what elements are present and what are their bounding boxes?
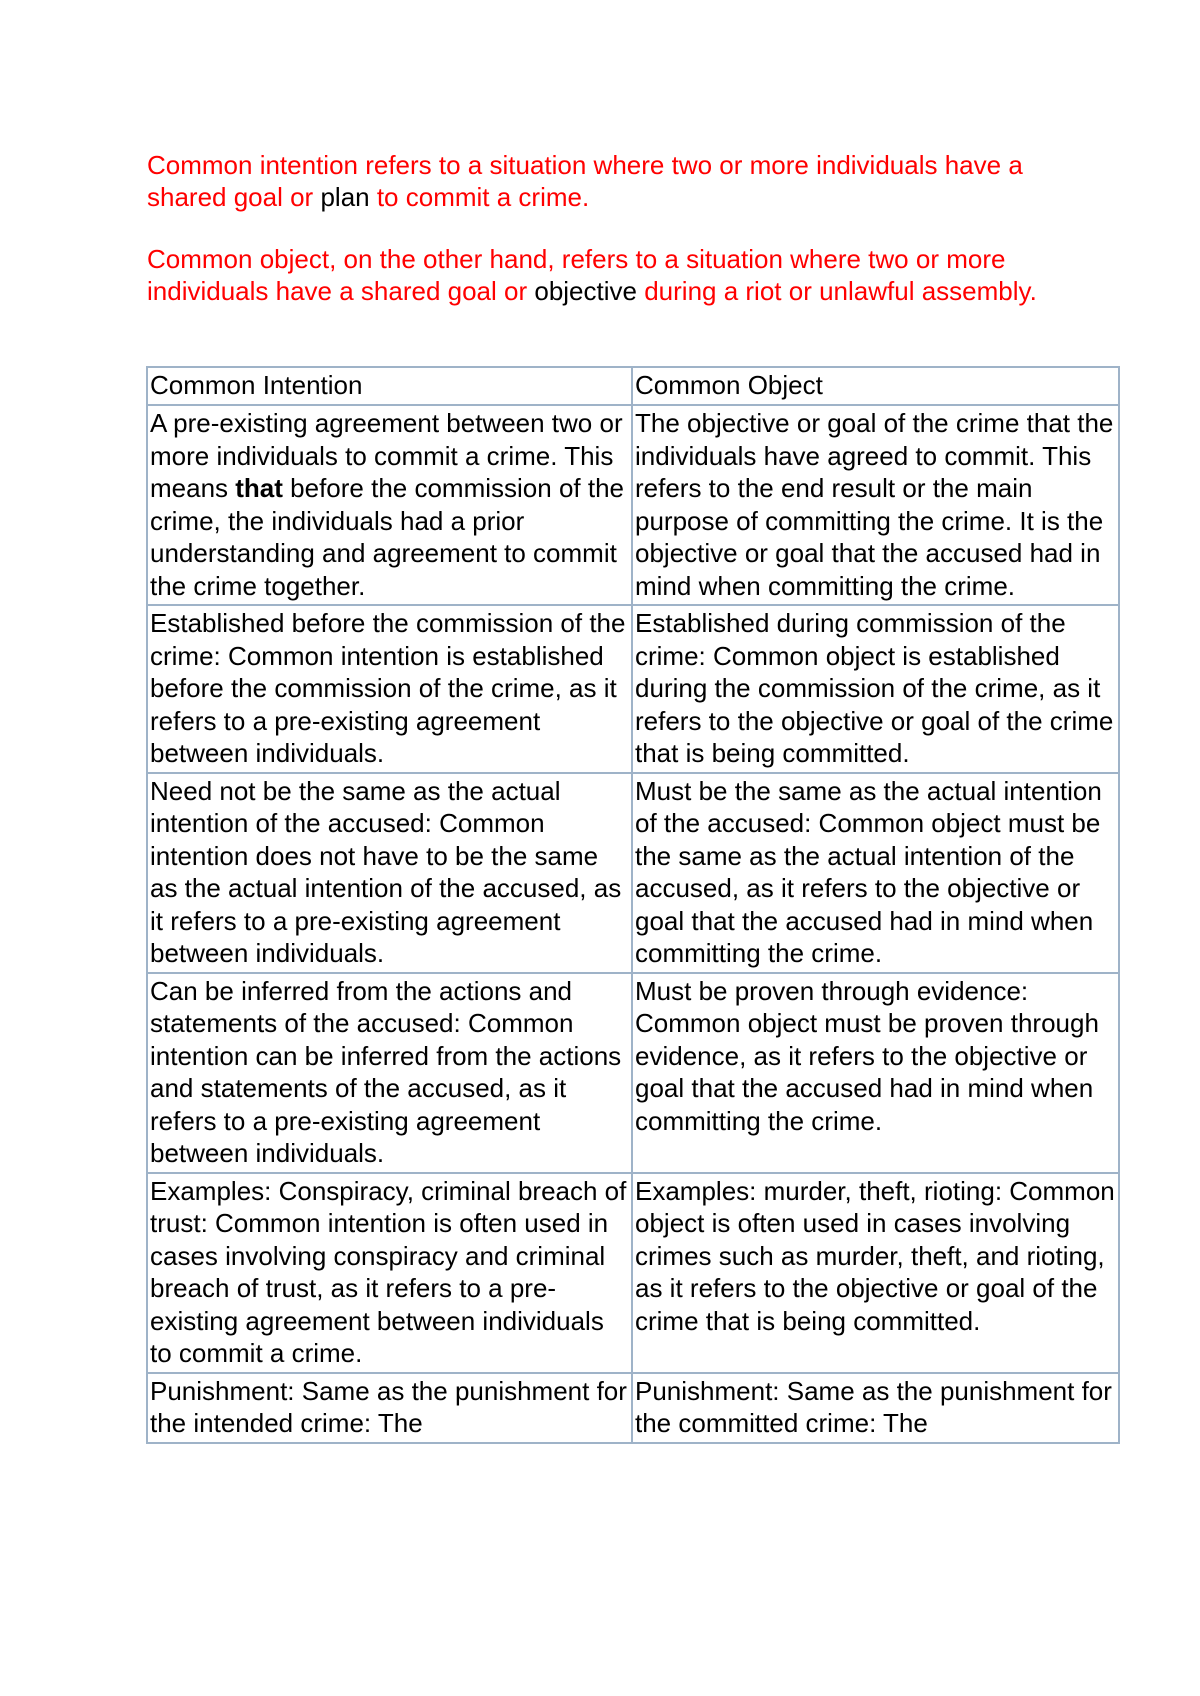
cell-intention-examples: Examples: Conspiracy, criminal breach of trust: Common intention is often used in cases involving conspiracy and criminal breach of trust, as it refers to a pre-existing agreement between individuals to commit a crime. — [147, 1173, 632, 1373]
intro-paragraph-common-intention — [147, 149, 1087, 213]
cell-intention-established: Established before the commission of the crime: Common intention is established before the commission of the crime, as it refers to a pre-existing agreement between individuals. — [147, 605, 632, 773]
intro-paragraph-common-object — [147, 243, 1087, 307]
cell-object-actual: Must be the same as the actual intention of the accused: Common object must be the same as the actual intention of the accused, as it refers to the objective or goal that the accused had in mind when committing the crime. — [632, 773, 1119, 973]
intro-paragraph-1-black-word: plan — [320, 182, 370, 212]
cell-intention-actual: Need not be the same as the actual intention of the accused: Common intention does not have to be the same as the actual intention of the accused, as it refers to a pre-existing agreement between individuals. — [147, 773, 632, 973]
comparison-table — [146, 366, 1120, 1444]
intro-paragraph-2-text: Common object, on the other hand, refers to a situation where two or more individuals have a shared goal or — [147, 244, 1006, 306]
table-header-row — [147, 367, 1119, 405]
cell-intention-definition-bold: that — [235, 473, 283, 503]
intro-paragraph-2-text-end: during a riot or unlawful assembly. — [636, 276, 1037, 306]
intro-paragraph-2-black-word: objective — [534, 276, 637, 306]
cell-object-established: Established during commission of the crime: Common object is established during the commission of the crime, as it refers to the objective or goal of the crime that is being committed. — [632, 605, 1119, 773]
cell-object-punishment: Punishment: Same as the punishment for the committed crime: The — [632, 1373, 1119, 1443]
table-row — [147, 1173, 1119, 1373]
cell-object-examples: Examples: murder, theft, rioting: Common object is often used in cases involving crimes such as murder, theft, and rioting, as it refers to the objective or goal of the crime that is being committed. — [632, 1173, 1119, 1373]
intro-paragraph-1-text-end: to commit a crime. — [369, 182, 590, 212]
table-row — [147, 973, 1119, 1173]
cell-intention-definition — [147, 405, 632, 605]
table-row — [147, 1373, 1119, 1443]
cell-intention-inferred: Can be inferred from the actions and statements of the accused: Common intention can be inferred from the actions and statements of the accused, as it refers to a pre-existing agreement between individuals. — [147, 973, 632, 1173]
header-common-object: Common Object — [632, 367, 1119, 405]
table-row — [147, 405, 1119, 605]
intro-paragraph-1-text: Common intention refers to a situation where two or more individuals have a shared goal or — [147, 150, 1023, 212]
cell-object-proven: Must be proven through evidence: Common object must be proven through evidence, as it refers to the objective or goal that the accused had in mind when committing the crime. — [632, 973, 1119, 1173]
table-row — [147, 605, 1119, 773]
cell-intention-punishment: Punishment: Same as the punishment for the intended crime: The — [147, 1373, 632, 1443]
header-common-intention: Common Intention — [147, 367, 632, 405]
cell-object-definition: The objective or goal of the crime that the individuals have agreed to commit. This refers to the end result or the main purpose of committing the crime. It is the objective or goal that the accused had in mind when committing the crime. — [632, 405, 1119, 605]
table-row — [147, 773, 1119, 973]
cell-intention-definition-text: A pre-existing agreement between two or more individuals to commit a crime. This means — [150, 408, 623, 503]
cell-intention-definition-text-end: before the commission of the crime, the individuals had a prior understanding and agreement to commit the crime together. — [150, 473, 624, 601]
